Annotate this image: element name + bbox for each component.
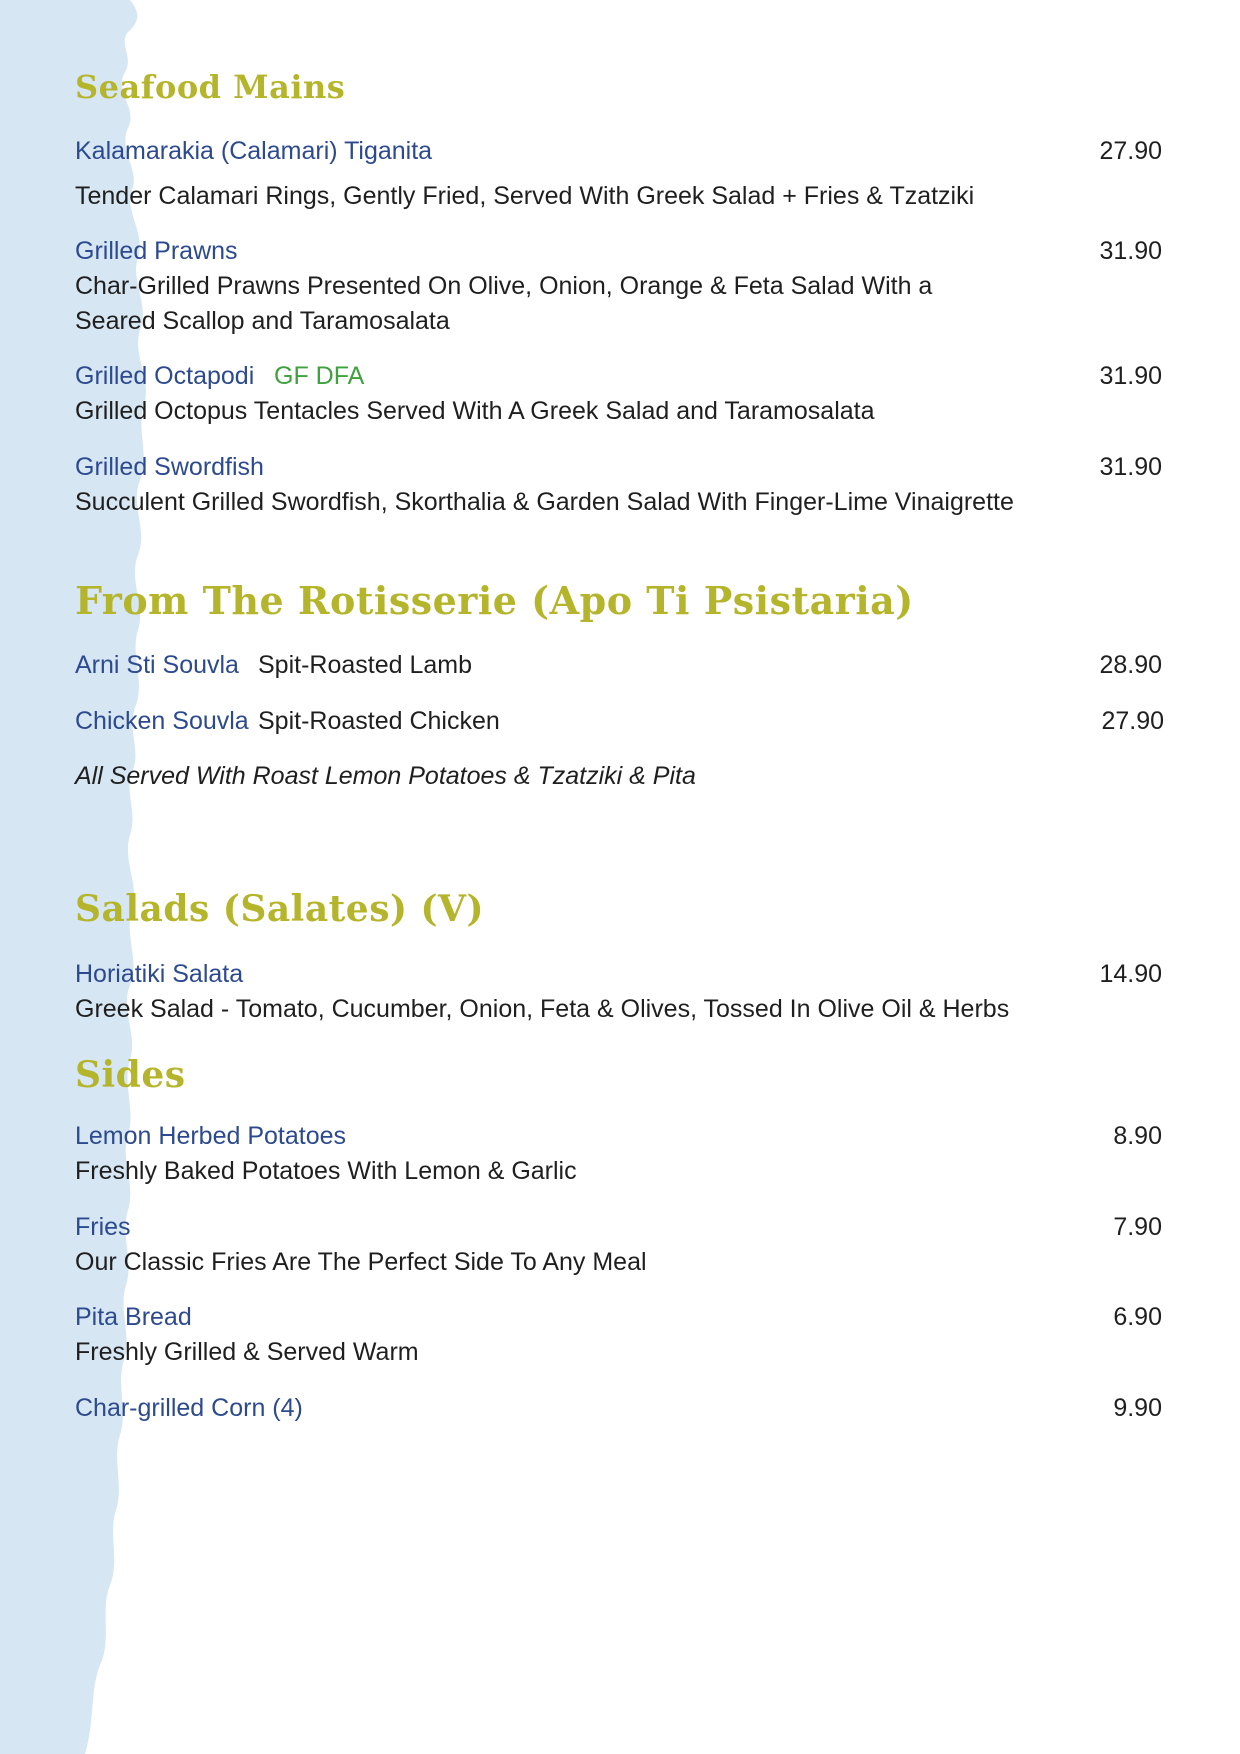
menu-item-description-line: Seared Scallop and Taramosalata — [75, 307, 450, 335]
menu-item-name: Chicken Souvla — [75, 707, 249, 735]
menu-item-price: 27.90 — [1101, 707, 1164, 735]
rotisserie-note: All Served With Roast Lemon Potatoes & Tzatziki & Pita — [75, 762, 696, 790]
salads-heading: Salads (Salates) (V) — [75, 888, 485, 930]
menu-item-description: Tender Calamari Rings, Gently Fried, Served With Greek Salad + Fries & Tzatziki — [75, 182, 975, 210]
menu-item-price: 8.90 — [1113, 1122, 1162, 1150]
rotisserie-heading: From The Rotisserie (Apo Ti Psistaria) — [75, 578, 914, 623]
menu-item-price: 9.90 — [1113, 1394, 1162, 1422]
menu-item-description: Grilled Octopus Tentacles Served With A Greek Salad and Taramosalata — [75, 397, 875, 425]
menu-item-price: 31.90 — [1099, 453, 1162, 481]
menu-item-price: 7.90 — [1113, 1213, 1162, 1241]
menu-item-description: Succulent Grilled Swordfish, Skorthalia & Garden Salad With Finger-Lime Vinaigrette — [75, 488, 1014, 516]
sides-heading: Sides — [75, 1054, 186, 1096]
menu-item-name: Arni Sti Souvla — [75, 651, 239, 679]
menu-item-description: Freshly Baked Potatoes With Lemon & Garlic — [75, 1157, 577, 1185]
menu-item-price: 14.90 — [1099, 960, 1162, 988]
menu-item-price: 31.90 — [1099, 237, 1162, 265]
menu-item-name: Pita Bread — [75, 1303, 192, 1331]
menu-item-inline-description: Spit-Roasted Lamb — [258, 651, 473, 679]
menu-item-price: 28.90 — [1099, 651, 1162, 679]
menu-item-name: Lemon Herbed Potatoes — [75, 1122, 347, 1150]
menu-item-price: 31.90 — [1099, 362, 1162, 390]
menu-item-description: Greek Salad - Tomato, Cucumber, Onion, Feta & Olives, Tossed In Olive Oil & Herbs — [75, 995, 1010, 1023]
seafood-mains-heading: Seafood Mains — [75, 68, 346, 106]
diet-tag: GF DFA — [274, 362, 365, 390]
menu-item-price: 27.90 — [1099, 137, 1162, 165]
menu-item-name: Fries — [75, 1213, 131, 1241]
menu-item-description: Our Classic Fries Are The Perfect Side To Any Meal — [75, 1248, 647, 1276]
menu-item-inline-description: Spit-Roasted Chicken — [258, 707, 500, 735]
menu-item-description: Freshly Grilled & Served Warm — [75, 1338, 419, 1366]
menu-item-name: Grilled Octapodi — [75, 362, 255, 390]
menu-item-name: Char-grilled Corn (4) — [75, 1394, 303, 1422]
menu-item-name: Grilled Swordfish — [75, 453, 264, 481]
menu-item-name: Grilled Prawns — [75, 237, 238, 265]
menu-item-name: Kalamarakia (Calamari) Tiganita — [75, 137, 433, 165]
menu-item-name: Horiatiki Salata — [75, 960, 244, 988]
menu-item-price: 6.90 — [1113, 1303, 1162, 1331]
menu-item-description-line: Char-Grilled Prawns Presented On Olive, Onion, Orange & Feta Salad With a — [75, 272, 933, 300]
